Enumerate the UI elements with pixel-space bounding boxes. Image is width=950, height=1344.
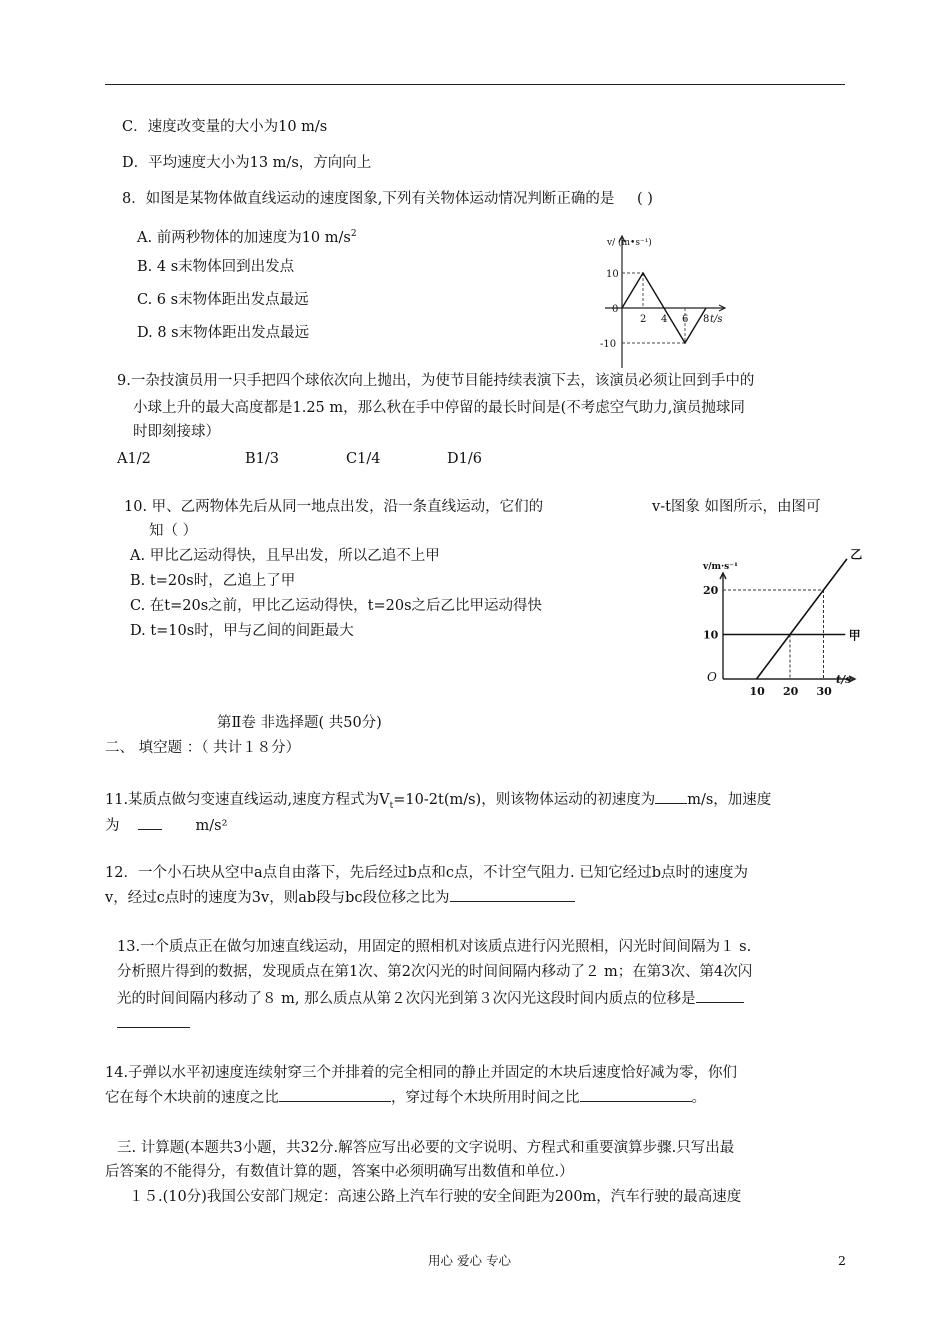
q13-line1: 13.一个质点正在做匀加速直线运动，用固定的照相机对该质点进行闪光照相，闪光时间间隔为１ s.	[117, 939, 752, 955]
footer-center: 用心 爱心 专心	[428, 1253, 511, 1268]
q11-line1c: m/s，加速度	[687, 792, 772, 808]
q10-option-d: D. t=10s时，甲与乙间的间距最大	[130, 623, 354, 639]
q8-chart-ytick-10: 10	[606, 269, 619, 280]
q8-chart-ytick-0: 0	[612, 304, 619, 315]
q8-option-a	[137, 224, 357, 248]
q8-vt-chart	[585, 228, 735, 373]
q10-option-c: C. 在t=20s之前，甲比乙运动得快，t=20s之后乙比甲运动得快	[130, 598, 543, 614]
q9-option-a: A1/2	[117, 451, 151, 467]
q13-line2: 分析照片得到的数据，发现质点在第1次、第2次闪光的时间间隔内移动了２ m；在第3次、第4次闪	[117, 964, 753, 980]
q9-option-c: C1/4	[346, 451, 381, 467]
q8-stem	[122, 189, 653, 209]
q10-vt-chart	[695, 547, 880, 698]
q8-chart-xtick-2: 2	[640, 314, 647, 325]
q11-line2	[105, 815, 227, 836]
q10-chart-xtick-20: 20	[783, 685, 799, 698]
q8-chart-y-label: v/ (m•s⁻¹)	[607, 238, 652, 248]
q14-line2c: 。	[691, 1090, 706, 1106]
q10-option-a: A. 甲比乙运动得快，且早出发，所以乙追不上甲	[130, 548, 440, 564]
q11-line1	[105, 789, 771, 816]
q11-line1b: =10-2t(m/s)，则该物体运动的初速度为	[393, 792, 656, 808]
q8-chart-xtick-4: 4	[661, 314, 668, 325]
q11-line2b: m/s²	[195, 818, 228, 834]
q8-option-a-text: A. 前两秒物体的加速度为10 m/s	[137, 229, 351, 246]
q9-option-d: D1/6	[447, 451, 482, 467]
q10-chart-label-yi: 乙	[850, 547, 863, 562]
q10-chart-y-label: v/m·s⁻¹	[703, 562, 738, 572]
q14-blank-speed-ratio[interactable]	[279, 1087, 391, 1102]
q11-blank-initial-velocity[interactable]	[655, 789, 687, 804]
q10-line1a: 10. 甲、乙两物体先后从同一地点出发，沿一条直线运动，它们的	[124, 499, 544, 515]
q12-line2-text: v，经过c点时的速度为3v，则ab段与bc段位移之比为	[105, 890, 450, 906]
q13-line3	[117, 988, 744, 1009]
q8-option-b: B. 4 s末物体回到出发点	[137, 259, 295, 275]
header-rule	[105, 84, 845, 85]
q12-line1: 12．一个小石块从空中a点自由落下，先后经过b点和c点，不计空气阻力. 已知它经过b点时的速度为	[105, 865, 748, 881]
q15-line1: １５.(10分)我国公安部门规定：高速公路上汽车行驶的安全间距为200m，汽车行驶的最高速度	[129, 1189, 742, 1205]
q10-chart-ytick-10: 10	[703, 628, 719, 642]
q9-line1: 9.一杂技演员用一只手把四个球依次向上抛出，为使节目能持续表演下去，该演员必须让回到手中的	[117, 373, 755, 389]
q12-line2	[105, 887, 575, 908]
q8-option-c: C. 6 s末物体距出发点最远	[137, 292, 309, 308]
q8-chart-xtick-6: 6	[682, 314, 689, 325]
q10-chart-xtick-30: 30	[816, 685, 832, 698]
q8-chart-x-label: t/s	[710, 314, 723, 325]
q10-chart-label-jia: 甲	[848, 628, 861, 643]
q10-chart-x-label: t/s	[836, 673, 852, 686]
q8-answer-paren: ( )	[636, 191, 653, 207]
q9-line2: 小球上升的最大高度都是1.25 m，那么秋在手中停留的最长时间是(不考虑空气助力,演员抛球同	[133, 400, 745, 416]
q13-blank-displacement-a[interactable]	[696, 988, 744, 1003]
q10-line2: 知（ ）	[149, 523, 198, 539]
q10-chart-xtick-10: 10	[749, 685, 765, 698]
section2-title: 第Ⅱ卷 非选择题( 共50分)	[217, 715, 382, 731]
q8-option-a-sup: 2	[350, 229, 357, 239]
q9-option-b: B1/3	[245, 451, 279, 467]
q10-option-b: B. t=20s时，乙追上了甲	[130, 573, 296, 589]
q11-line2a: 为	[105, 818, 120, 834]
q10-chart-origin-label: O	[707, 670, 717, 684]
section3-line2: 后答案的不能得分，有数值计算的题，答案中必须明确写出数值和单位.）	[105, 1164, 574, 1180]
footer-page-number: 2	[838, 1253, 846, 1268]
q14-line2	[105, 1087, 706, 1108]
q7-option-c: C．速度改变量的大小为10 m/s	[122, 119, 328, 135]
section2-heading: 二、 填空题 ：（ 共计１８分）	[105, 740, 301, 756]
q10-line1b: v-t图象 如图所示，由图可	[652, 499, 821, 515]
q9-line3: 时即刻接球）	[133, 424, 220, 440]
q10-chart-ytick-20: 20	[703, 584, 719, 597]
q13-line4	[117, 1013, 190, 1034]
q10-chart-series-yi	[757, 559, 847, 679]
q8-option-d: D. 8 s末物体距出发点最远	[137, 325, 310, 341]
q13-blank-displacement-b[interactable]	[117, 1013, 190, 1028]
q14-line2b: ，穿过每个木块所用时间之比	[391, 1090, 580, 1106]
q14-line2a: 它在每个木块前的速度之比	[105, 1090, 279, 1106]
q11-blank-acceleration[interactable]	[138, 815, 162, 830]
q12-blank-ratio[interactable]	[450, 887, 575, 902]
q8-chart-xtick-8: 8	[703, 314, 710, 325]
q8-chart-ytick--10: -10	[600, 339, 617, 350]
q13-line3-text: 光的时间间隔内移动了８ m, 那么质点从第２次闪光到第３次闪光这段时间内质点的位移是	[117, 991, 696, 1007]
q14-blank-time-ratio[interactable]	[580, 1087, 692, 1102]
q8-stem-text: 8．如图是某物体做直线运动的速度图象,下列有关物体运动情况判断正确的是	[122, 191, 615, 207]
q7-option-d: D．平均速度大小为13 m/s，方向向上	[122, 155, 372, 171]
q14-line1: 14.子弹以水平初速度连续射穿三个并排着的完全相同的静止并固定的木块后速度恰好减为零，你们	[105, 1065, 738, 1081]
section3-line1: 三. 计算题(本题共3小题，共32分.解答应写出必要的文字说明、方程式和重要演算步骤.只写出最	[117, 1140, 735, 1156]
q11-subscript: t	[389, 800, 394, 811]
q11-line1a: 11.某质点做匀变速直线运动,速度方程式为V	[105, 792, 390, 808]
